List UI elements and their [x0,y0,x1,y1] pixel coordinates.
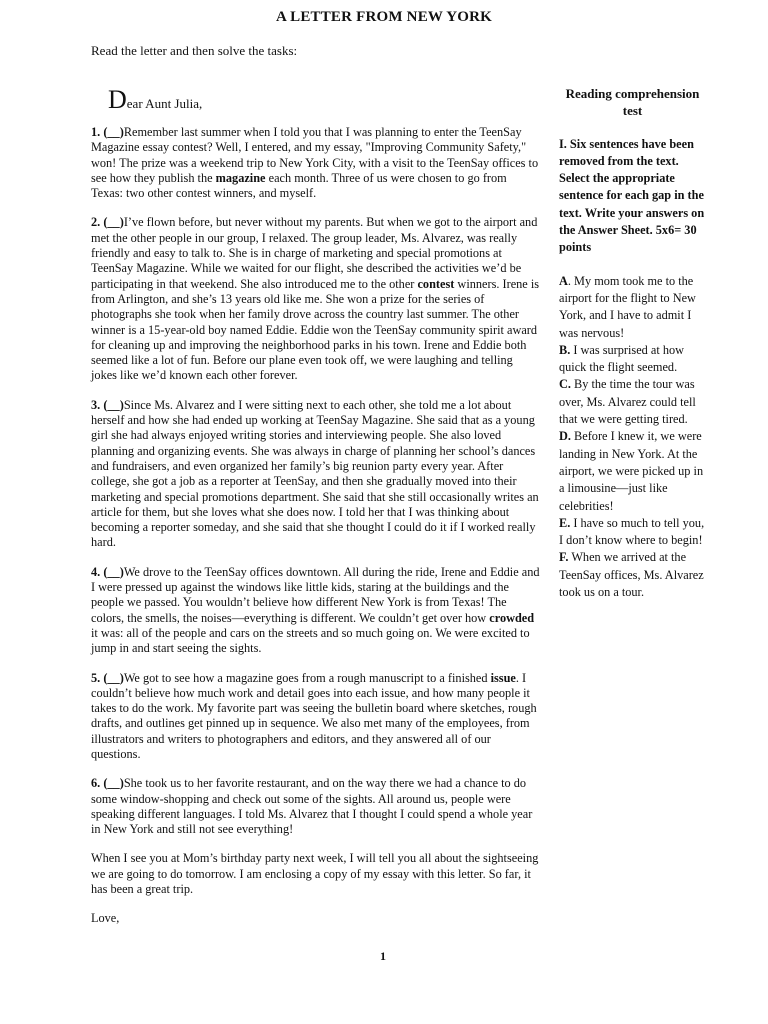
paragraph-5 [91,671,540,763]
option-d [559,428,706,514]
paragraph-number: 6. [91,776,101,791]
option-f [559,549,706,601]
option-text: I have so much to tell you, I don’t know where to begin! [559,515,705,548]
vocab-word: issue [490,670,516,685]
option-b [559,342,706,377]
vocab-word: contest [417,276,455,291]
dropcap-letter: D [108,85,127,114]
option-c [559,376,706,428]
task-instructions: I. Six sentences have been removed from the text. Select the appropriate sentence for each gap in the text. Write your answers on the Answer Sheet. 5x6= 30 points [559,136,705,255]
page-number: 1 [380,949,386,963]
option-a: A. My mom took me to the airport for the flight to New York, and I have to admit I was nervous! [559,273,696,340]
paragraph-2 [91,215,540,383]
paragraph-number: 3. [91,397,101,412]
gap-blank: (__) [103,397,124,412]
option-text: Before I knew it, we were landing in New York. At the airport, we were picked up in a limousine—just like celebrities! [559,429,704,513]
paragraph-number: 5. [91,670,101,685]
instruction-text: Read the letter and then solve the tasks: [91,43,298,58]
vocab-word: crowded [489,610,535,625]
salutation-rest: ear Aunt Julia, [126,96,203,111]
paragraph-text: We got to see how a magazine goes from a rough manuscript to a finished [123,670,491,685]
paragraph-3 [91,398,540,551]
option-text: I was surprised at how quick the flight seemed. [559,342,685,375]
vocab-word: magazine [215,170,266,185]
paragraph-text-after: it was: all of the people and cars on the streets and so much going on. We were excited to jump in and start seeing the sights. [91,625,530,656]
sidebar-test [559,85,706,601]
option-text: My mom took me to the airport for the flight to New York, and I have to admit I was nervous! [559,273,696,340]
paragraph-number: 4. [91,564,101,579]
option-text: When we arrived at the TeenSay offices, Ms. Alvarez took us on a tour. [559,550,704,600]
gap-blank: (__) [103,776,124,791]
paragraph-text-after: winners. Irene is from Arlington, and she’s 13 years old like me. She won a prize for the series of photographs she took when her family drove across the country last summer. The other winner is a 15-year-old boy named Eddie. Eddie won the TeenSay community spirit award for cleaning up and improving the neighborhood parks in his town. Irene and Eddie both seemed like a lot of fun. Before our plane even took off, we were laughing and telling jokes like we’d known each other forever. [91,276,540,383]
option-text: By the time the tour was over, Ms. Alvarez could tell that we were getting tired. [559,377,696,427]
option-letter: B. [559,342,571,357]
sidebar-title: Reading comprehension test [565,86,700,119]
paragraph-4 [91,565,540,657]
paragraph-6 [91,776,540,837]
paragraph-number: 1. [91,125,101,139]
paragraph-text: Since Ms. Alvarez and I were sitting next to each other, she told me a lot about herself and how she had ended up working at TeenSay Magazine. She said that as a young girl she had always enjoyed writing stories and interviewing people. She also loved planning and organizing events. She was always in charge of planning her school’s dances and fundraisers, and even organized her family’s big reunion party every year. After college, she got a job as a reporter at TeenSay, and then she gradually moved into their marketing and special promotions department. She said that she still occasionally writes an article for them, but she loves what she does now. I told her that I was thinking about becoming a reporter someday, and she said that she thought I could do it if I worked really hard. [91,397,539,550]
gap-blank: (__) [103,125,124,139]
gap-blank: (__) [103,564,124,579]
paragraph-1 [91,125,540,201]
signoff: Love, [91,911,120,926]
option-e [559,515,706,550]
letter-body [91,125,540,927]
paragraph-text-after: . I couldn’t believe how much work and detail goes into each issue, and how many people it takes to do the work. My favorite part was seeing the bulletin board where sketches, rough drafts, and outlines get pinned up in sequence. We also met many of the employees, from illustrators and writers to photographers and editors, and they answered all of our questions. [91,670,537,761]
option-letter: C. [559,377,571,392]
paragraph-text: I’ve flown before, but never without my parents. But when we got to the airport and met the other people in our group, I relaxed. The group leader, Ms. Alvarez, was really friendly and easy to talk to. She is in charge of marketing and special promotions at TeenSay Magazine. While we waited for our flight, she described the activities we’d be participating in that weekend. She also introduced me to the other [91,215,538,291]
paragraph-number: 2. [91,215,101,230]
gap-blank: (__) [103,670,124,685]
document-title: A LETTER FROM NEW YORK [275,9,493,25]
option-letter: A [559,273,568,288]
paragraph-text-after: each month. Three of us were chosen to go from Texas: two other contest winners, and myself. [91,170,507,201]
closing-paragraph: When I see you at Mom’s birthday party next week, I will tell you all about the sightseeing we are going to do tomorrow. I am enclosing a copy of my essay with this letter. So far, it has been a great trip. [91,851,539,897]
gap-blank: (__) [103,215,124,230]
letter-salutation [108,87,202,113]
paragraph-text: We drove to the TeenSay offices downtown. All during the ride, Irene and Eddie and I were pressed up against the windows like little kids, staring at the buildings and the people we passed. You wouldn’t believe how different New York is from Texas! The colors, the smells, the noises—everything is different. We couldn’t get over how [91,564,540,625]
paragraph-text: Remember last summer when I told you that I was planning to enter the TeenSay Magazine essay contest? Well, I entered, and my essay, "Improving Community Safety," won! The prize was a weekend trip to New York City, with a visit to the TeenSay offices to see how they publish the [91,125,539,185]
paragraph-text: She took us to her favorite restaurant, and on the way there we had a chance to do some window-shopping and check out some of the sights. All around us, people were speaking different languages. I told Ms. Alvarez that I thought I could spend a whole year in New York and still not see everything! [91,776,533,837]
option-letter: E. [559,515,571,530]
option-letter: F. [559,550,569,565]
option-letter: D. [559,429,571,444]
